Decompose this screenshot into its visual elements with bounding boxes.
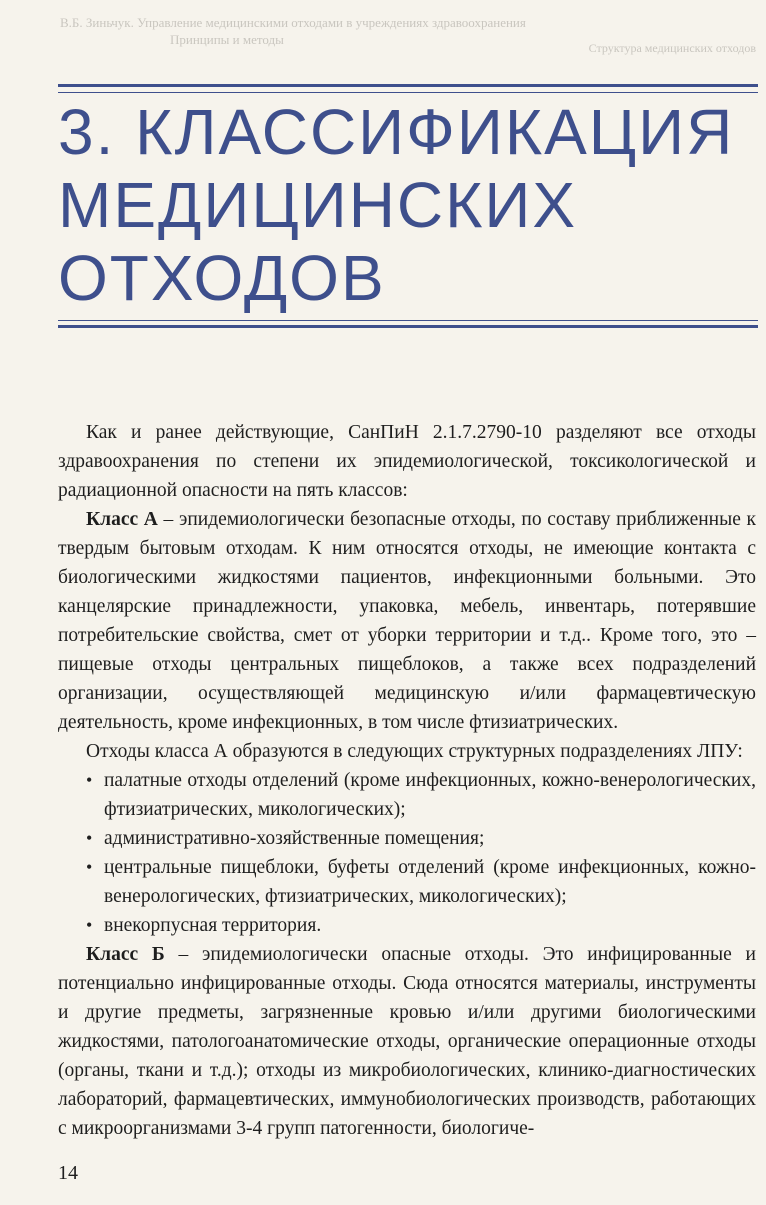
bleed-line-2: Принципы и методы bbox=[170, 32, 284, 47]
heading-line-3: ОТХОДОВ bbox=[58, 242, 386, 314]
bullet-icon: • bbox=[86, 770, 93, 790]
page-number: 14 bbox=[58, 1162, 78, 1184]
list-item: • палатные отходы отделений (кроме инфекционных, кожно-венерологических, фтизиатрических, микологических); bbox=[58, 766, 756, 824]
body-text bbox=[58, 418, 756, 1143]
class-b-text: – эпидемиологически опасные отходы. Это инфицированные и потенциально инфицированные отходы. Сюда относятся материалы, инструменты и другие предметы, загрязненные кровью и/или другими биологическими жидкостями, патологоанатомические отходы, органические операционные отходы (органы, ткани и т.д.); отходы из микробиологических, клинико-диагностических лабораторий, фармацевтических, иммунобиологических производств, работающих с микроорганизмами 3-4 групп патогенности, биологиче- bbox=[58, 944, 756, 1139]
list-item: • административно-хозяйственные помещения; bbox=[58, 824, 756, 853]
heading-line-1: 3. КЛАССИФИКАЦИЯ bbox=[58, 96, 735, 168]
chapter-heading bbox=[58, 96, 758, 315]
class-a-paragraph bbox=[58, 505, 756, 737]
bullet-icon: • bbox=[86, 915, 93, 935]
class-b-label: Класс Б bbox=[86, 944, 165, 965]
intro-paragraph: Как и ранее действующие, СанПиН 2.1.7.2790-10 разделяют все отходы здравоохранения по степени их эпидемиологической, токсикологической и радиационной опасности на пять классов: bbox=[58, 422, 756, 501]
heading-rule-top-thick bbox=[58, 84, 758, 87]
heading-rule-bottom-thick bbox=[58, 325, 758, 328]
class-a-sources-intro: Отходы класса А образуются в следующих структурных подразделениях ЛПУ: bbox=[86, 741, 743, 762]
bleed-line-1: В.Б. Зиньчук. Управление медицинскими отходами в учреждениях здравоохранения bbox=[60, 15, 526, 30]
bleed-right: Структура медицинских отходов bbox=[588, 41, 756, 55]
list-item: • внекорпусная территория. bbox=[58, 911, 756, 940]
bullet-icon: • bbox=[86, 857, 93, 877]
bleed-through-header bbox=[0, 0, 766, 70]
heading-rule-top-thin bbox=[58, 92, 758, 93]
list-item: • центральные пищеблоки, буфеты отделений (кроме инфекционных, кожно-венерологических, фтизиатрических, микологических); bbox=[58, 853, 756, 911]
class-a-sources-list bbox=[58, 766, 756, 940]
heading-line-2: МЕДИЦИНСКИХ bbox=[58, 169, 578, 241]
class-a-label: Класс А bbox=[86, 509, 158, 530]
class-a-text: – эпидемиологически безопасные отходы, по составу приближенные к твердым бытовым отходам. К ним относятся отходы, не имеющие контакта с биологическими жидкостями пациентов, инфекционными больными. Это канцелярские принадлежности, упаковка, мебель, инвентарь, потерявшие потребительские свойства, смет от уборки территории и т.д.. Кроме того, это – пищевые отходы центральных пищеблоков, а также всех подразделений организации, осуществляющей медицинскую и/или фармацевтическую деятельность, кроме инфекционных, в том числе фтизиатрических. bbox=[58, 509, 756, 733]
heading-rule-bottom-thin bbox=[58, 320, 758, 321]
bullet-icon: • bbox=[86, 828, 93, 848]
class-b-paragraph bbox=[58, 940, 756, 1143]
